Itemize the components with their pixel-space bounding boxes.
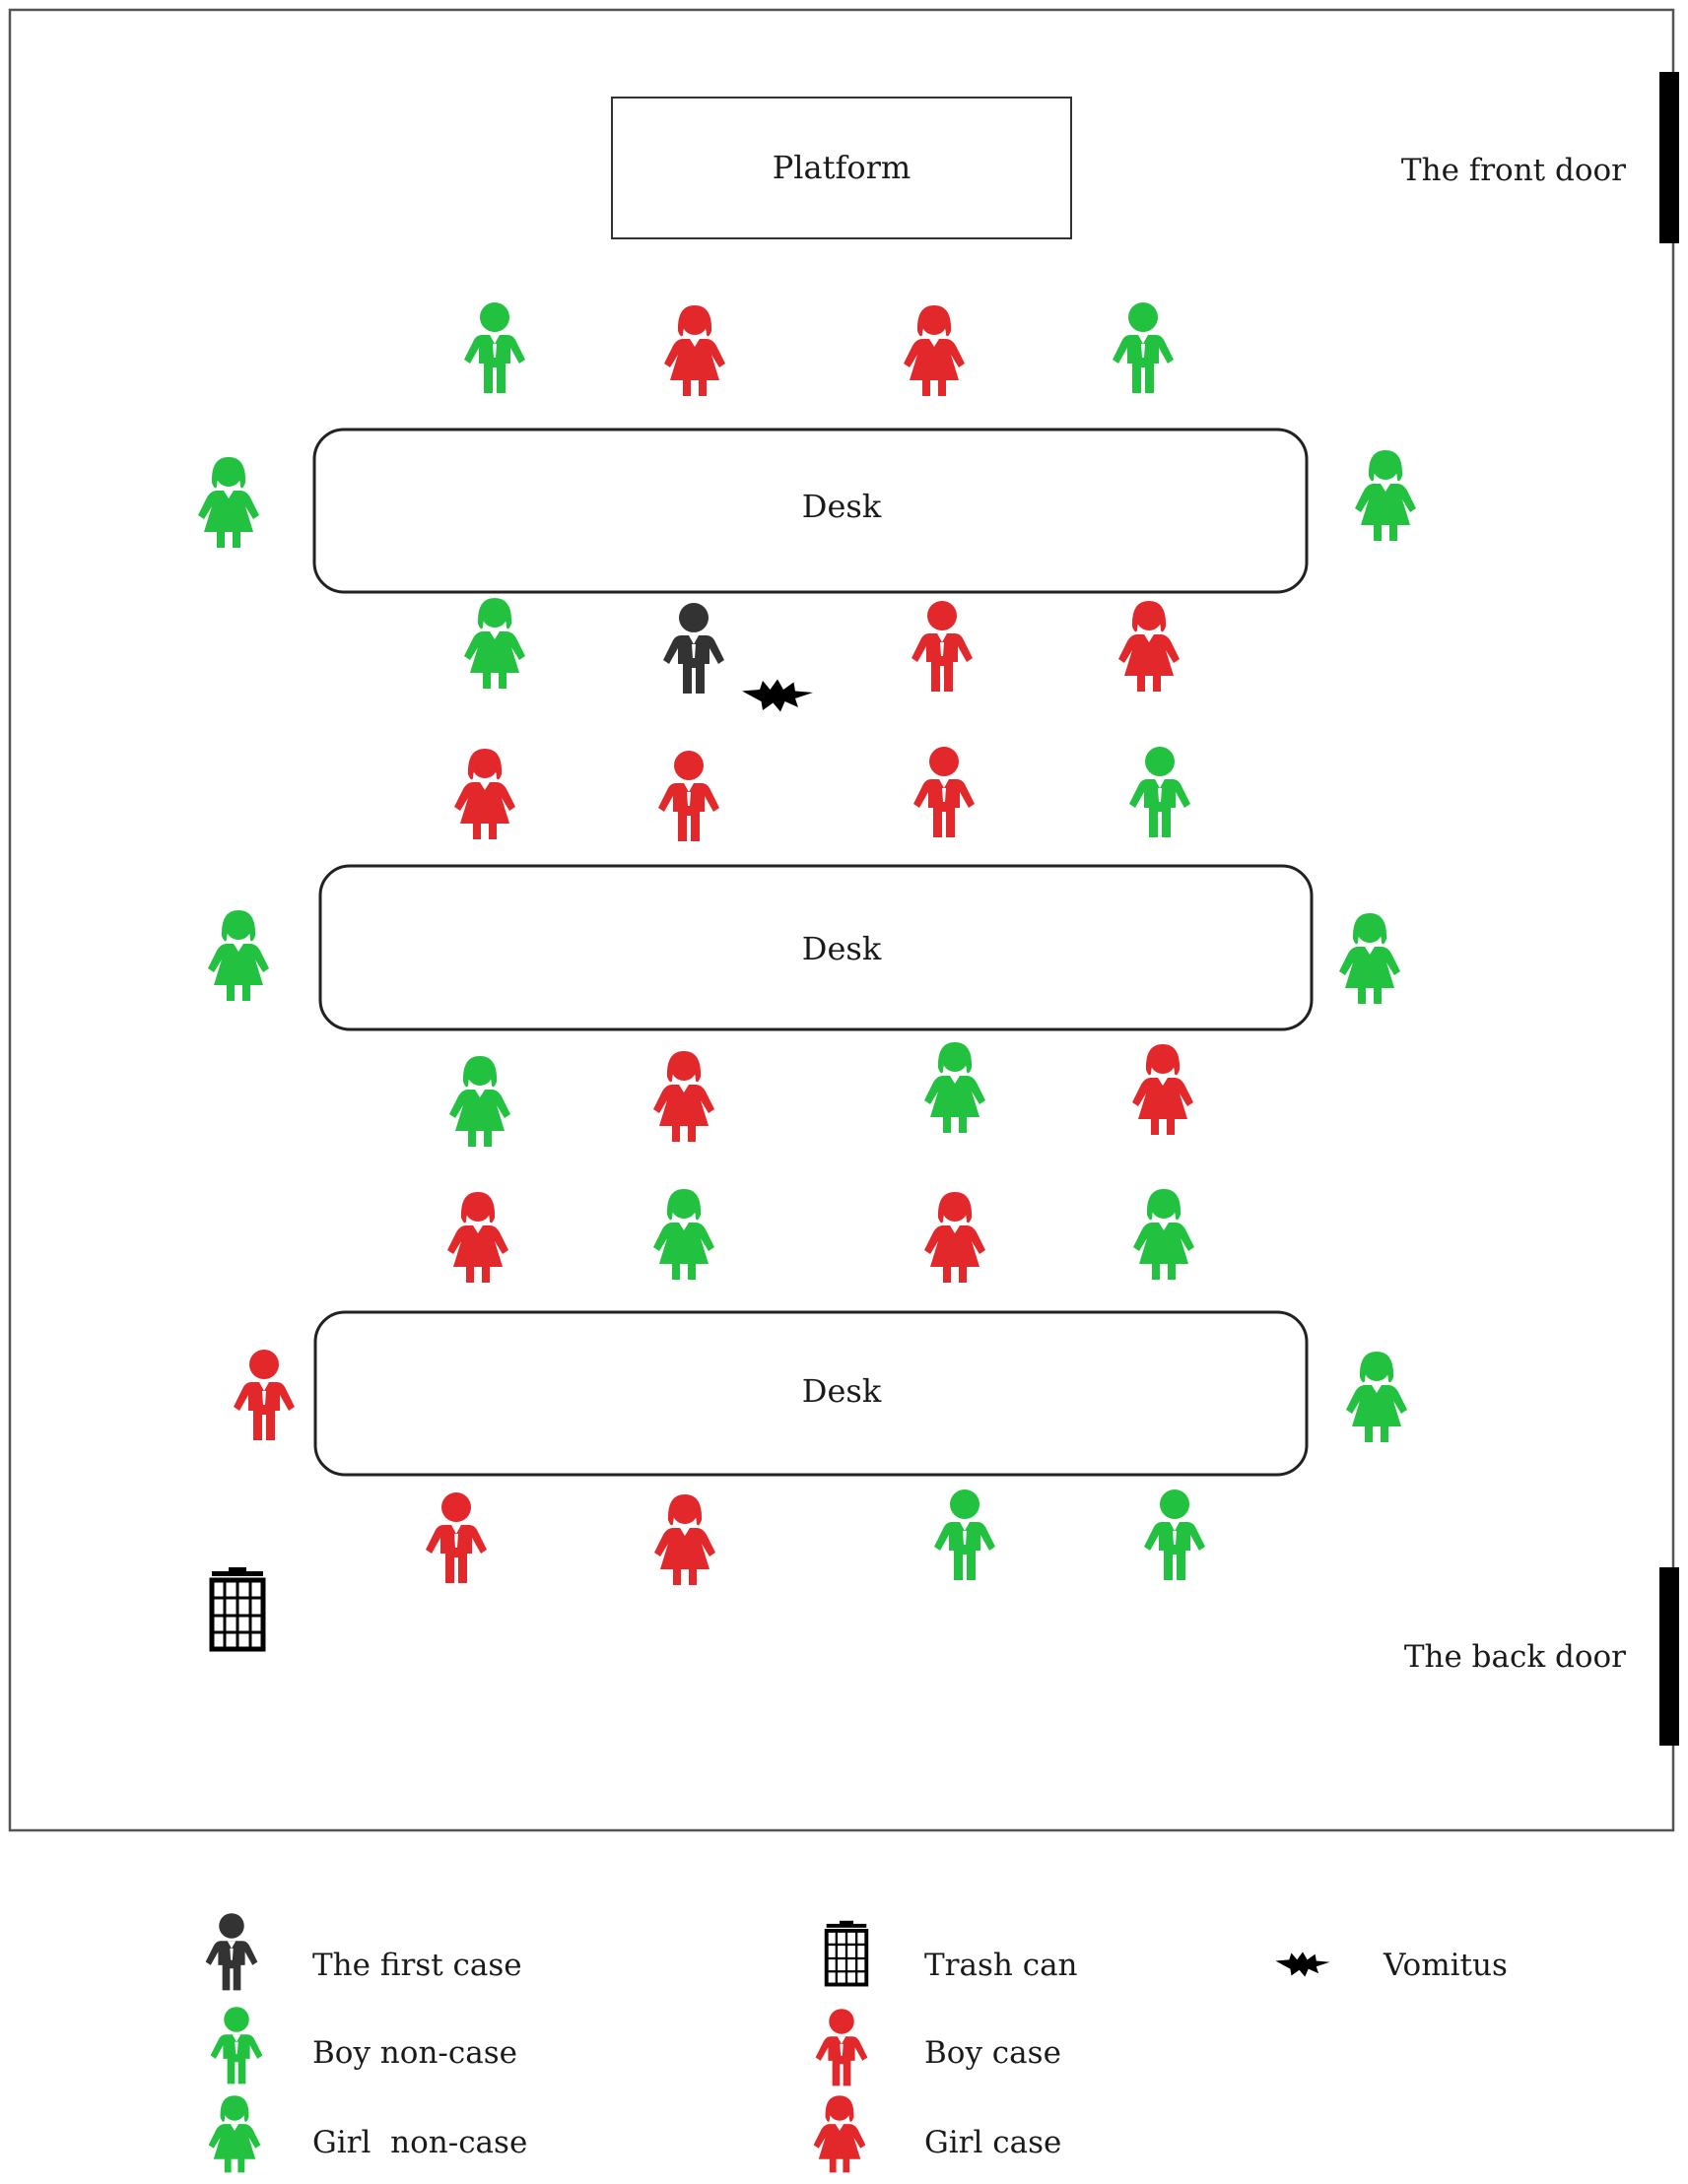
student-girl-non-case xyxy=(1133,1189,1194,1280)
student-girl-case xyxy=(1132,1044,1193,1135)
legend-trash-can-label: Trash can xyxy=(924,1948,1078,1983)
vomitus-icon xyxy=(742,680,813,712)
student-boy-case xyxy=(426,1492,487,1583)
boy-case-icon xyxy=(816,2009,868,2085)
back-door-label: The back door xyxy=(1403,1639,1626,1675)
student-girl-case xyxy=(447,1192,508,1283)
student-girl-case xyxy=(653,1051,714,1142)
legend-vomitus-icon xyxy=(1275,1952,1329,1976)
student-girl-case xyxy=(924,1192,985,1283)
legend-item-boy-non-case xyxy=(211,2007,517,2084)
legend-girl-case-label: Girl case xyxy=(924,2125,1062,2160)
front-door-marker xyxy=(1659,72,1679,243)
student-girl-non-case xyxy=(208,910,269,1001)
student-girl-case xyxy=(664,305,725,396)
student-girl-non-case xyxy=(924,1042,985,1133)
legend-first-case-label: The first case xyxy=(312,1948,522,1983)
student-girl-case xyxy=(454,749,515,839)
legend-item-girl-case xyxy=(814,2095,1062,2172)
legend-trash-can-icon xyxy=(827,1921,867,1985)
student-girl-non-case xyxy=(1339,913,1400,1004)
first-case-icon xyxy=(206,1913,258,1990)
student-girl-non-case xyxy=(1346,1352,1407,1442)
student-girl-case xyxy=(1118,601,1180,692)
platform-label: Platform xyxy=(772,149,912,186)
legend-item-vomitus xyxy=(1275,1948,1507,1983)
legend-girl-non-case-label: Girl non-case xyxy=(312,2125,528,2160)
girl-non-case-icon xyxy=(209,2095,261,2172)
legend-item-trash-can xyxy=(827,1921,1078,1985)
student-boy-non-case xyxy=(464,302,525,393)
legend-item-girl-non-case xyxy=(209,2095,528,2172)
legend-item-boy-case xyxy=(816,2009,1061,2085)
student-boy-non-case xyxy=(934,1489,995,1580)
student-boy-case xyxy=(912,601,973,692)
student-boy-non-case xyxy=(1113,302,1174,393)
student-girl-case xyxy=(654,1494,715,1585)
student-boy-case xyxy=(658,751,719,841)
student-girl-non-case xyxy=(449,1056,510,1147)
legend-boy-case-label: Boy case xyxy=(924,2035,1061,2071)
girl-case-icon xyxy=(814,2095,866,2172)
student-girl-non-case xyxy=(198,457,259,548)
legend-item-first-case xyxy=(206,1913,522,1990)
desk-2-label: Desk xyxy=(801,930,882,967)
desk-1-label: Desk xyxy=(801,488,882,525)
student-boy-case xyxy=(913,747,975,837)
back-door-marker xyxy=(1659,1567,1679,1746)
student-girl-non-case xyxy=(653,1189,714,1280)
legend-vomitus-label: Vomitus xyxy=(1384,1948,1508,1983)
front-door-label: The front door xyxy=(1400,153,1626,188)
trash-can-icon xyxy=(212,1567,263,1649)
student-boy-case xyxy=(234,1350,295,1440)
student-boy-non-case xyxy=(1144,1489,1205,1580)
student-boy-first-case xyxy=(663,603,724,694)
legend xyxy=(206,1913,1508,2172)
legend-boy-non-case-label: Boy non-case xyxy=(312,2035,517,2071)
boy-non-case-icon xyxy=(211,2007,263,2084)
student-girl-non-case xyxy=(1355,450,1416,541)
student-girl-non-case xyxy=(464,598,525,689)
student-boy-non-case xyxy=(1129,747,1190,837)
desk-3-label: Desk xyxy=(801,1372,882,1410)
student-girl-case xyxy=(904,305,965,396)
